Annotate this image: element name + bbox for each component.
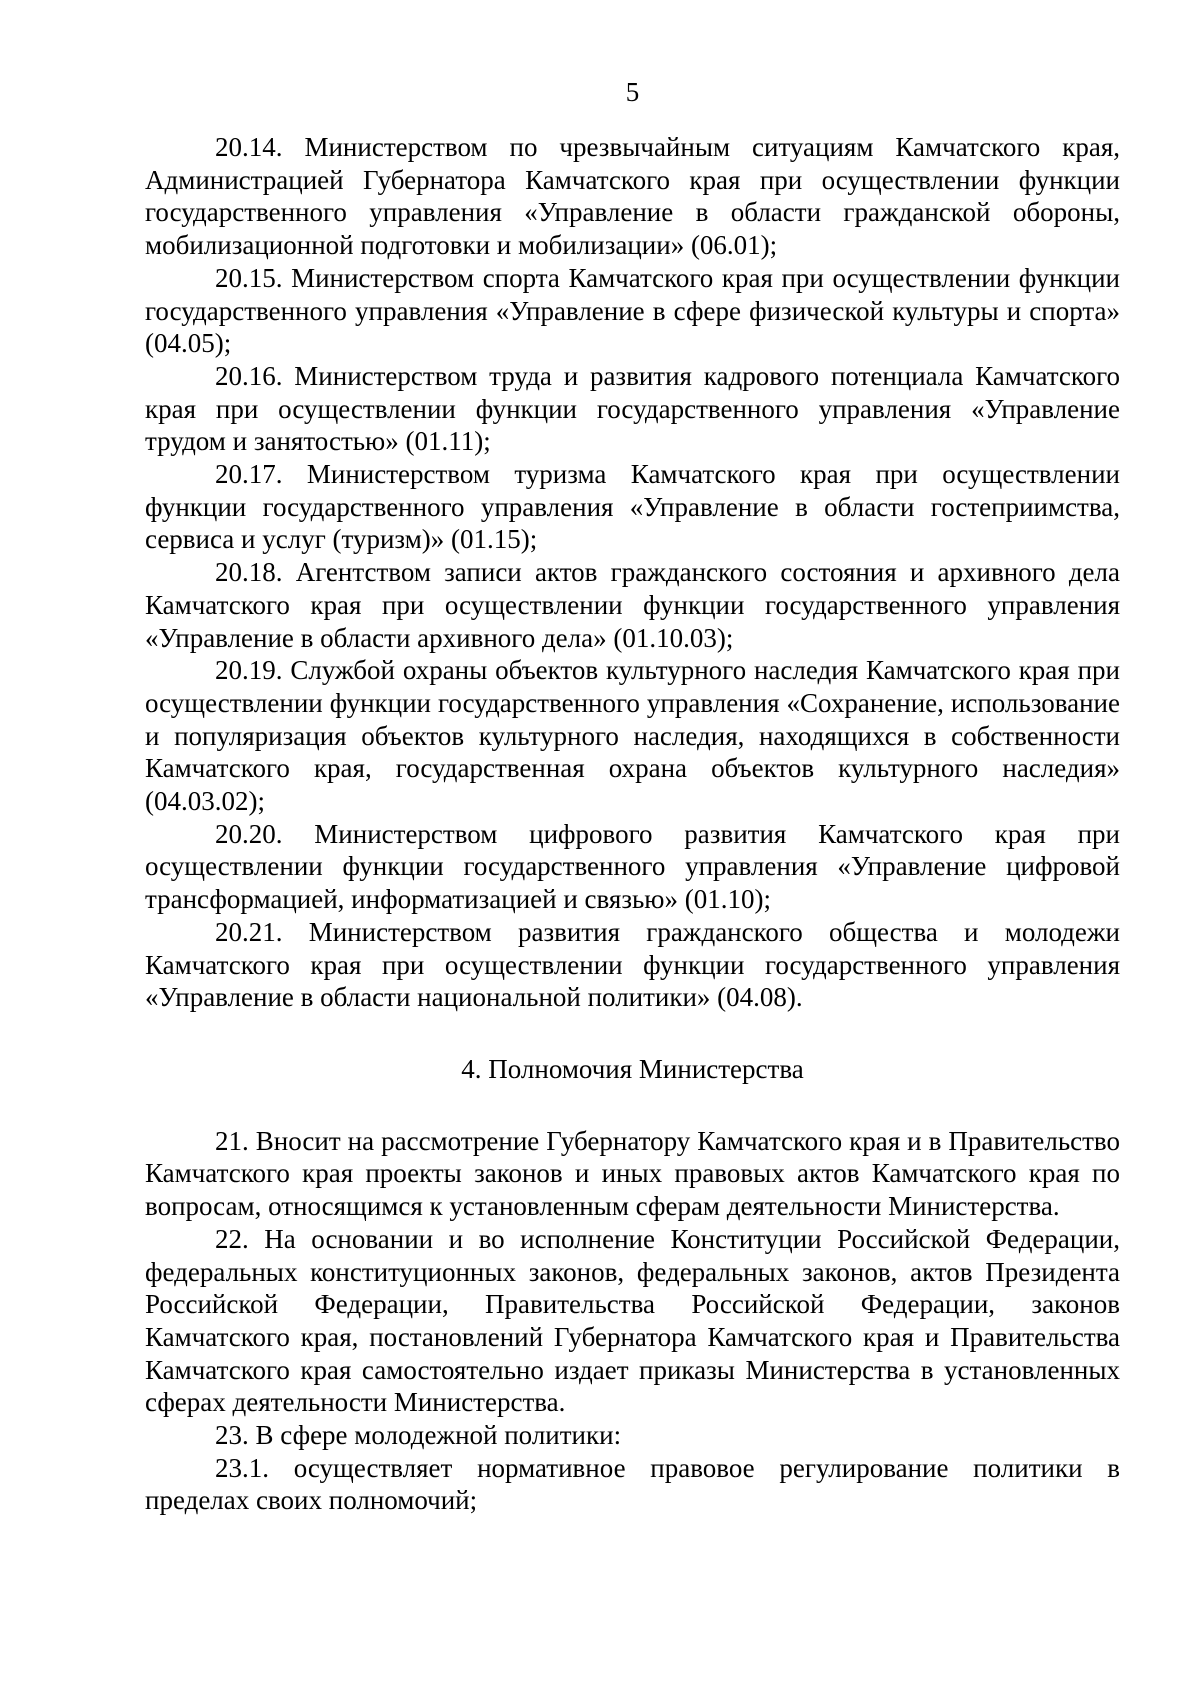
paragraph-23-1: 23.1. осуществляет нормативное правовое регулирование политики в пределах своих полномочий; [145,1452,1120,1516]
paragraph-20-14: 20.14. Министерством по чрезвычайным ситуациям Камчатского края, Администрацией Губернатора Камчатского края при осуществлении функции государственного управления «Управление в области гражданской обороны, мобилизационной подготовки и мобилизации» (06.01); [145,132,1120,261]
paragraph-22: 22. На основании и во исполнение Конституции Российской Федерации, федеральных конституционных законов, федеральных законов, актов Президента Российской Федерации, Правительства Российской Федерации, законов Камчатского края, постановлений Губернатора Камчатского края и Правительства Камчатского края самостоятельно издает приказы Министерства в установленных сферах деятельности Министерства. [145,1223,1120,1418]
page-number: 5 [625,77,640,107]
paragraph-20-19: 20.19. Службой охраны объектов культурного наследия Камчатского края при осуществлении функции государственного управления «Сохранение, использование и популяризация объектов культурного наследия, находящихся в собственности Камчатского края, государственная охрана объектов культурного наследия» (04.03.02); [145,655,1120,817]
section-title: 4. Полномочия Министерства [461,1053,804,1084]
paragraph-23: 23. В сфере молодежной политики: [215,1420,622,1451]
paragraph-20-20: 20.20. Министерством цифрового развития Камчатского края при осуществлении функции государственного управления «Управление цифровой трансформацией, информатизацией и связью» (01.10); [145,818,1120,915]
paragraph-20-21: 20.21. Министерством развития гражданского общества и молодежи Камчатского края при осуществлении функции государственного управления «Управление в области национальной политики» (04.08). [145,916,1120,1013]
paragraph-21: 21. Вносит на рассмотрение Губернатору Камчатского края и в Правительство Камчатского края проекты законов и иных правовых актов Камчатского края по вопросам, относящимся к установленным сферам деятельности Министерства. [145,1125,1120,1222]
paragraph-20-18: 20.18. Агентством записи актов гражданского состояния и архивного дела Камчатского края при осуществлении функции государственного управления «Управление в области архивного дела» (01.10.03); [145,557,1120,653]
paragraph-20-16: 20.16. Министерством труда и развития кадрового потенциала Камчатского края при осуществлении функции государственного управления «Управление трудом и занятостью» (01.11); [145,360,1120,457]
paragraph-20-17: 20.17. Министерством туризма Камчатского края при осуществлении функции государственного управления «Управление в области гостеприимства, сервиса и услуг (туризм)» (01.15); [145,459,1120,555]
document-body [145,131,1120,1517]
paragraph-20-15: 20.15. Министерством спорта Камчатского края при осуществлении функции государственного управления «Управление в сфере физической культуры и спорта» (04.05); [145,262,1120,359]
